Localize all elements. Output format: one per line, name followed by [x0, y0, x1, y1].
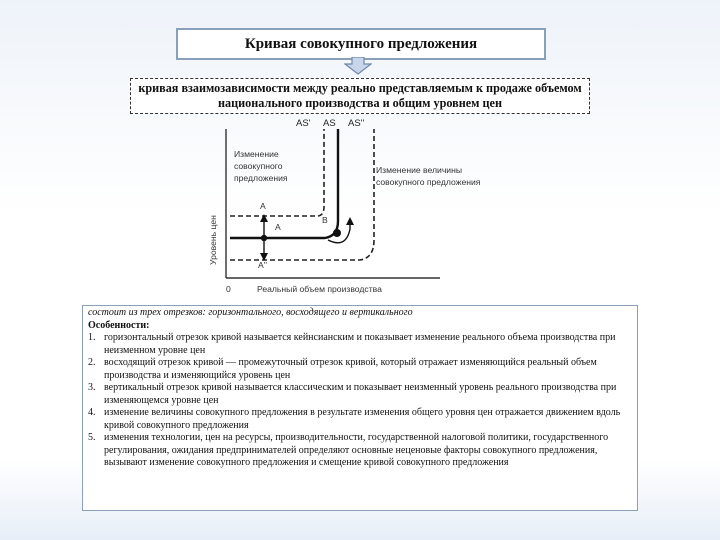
annotation-left-line-2: совокупного [234, 161, 283, 171]
list-item [88, 432, 632, 470]
label-as: AS [323, 118, 336, 129]
point-a [261, 235, 267, 241]
features-list [88, 332, 632, 470]
x-axis-label: Реальный объем производства [257, 284, 382, 294]
list-item-text: изменения технологии, цен на ресурсы, производительности, государственной налоговой политики, государственного регулирования, ожидания предпринимателей определяют основные неценовые факторы совокупного предложения, вызывают изменение совокупного предложения и смещение кривой совокупного предложения [104, 432, 609, 468]
down-arrow-icon [344, 57, 372, 75]
slide-title-text: Кривая совокупного предложения [244, 35, 478, 52]
label-as-prime: AS' [296, 118, 311, 129]
label-a-low: A'' [258, 260, 268, 270]
list-item-number: 4. [88, 407, 96, 418]
movement-arrowhead [346, 217, 354, 225]
y-axis-label: Уровень цен [208, 215, 218, 265]
list-item-text: изменение величины совокупного предложения в результате изменения общего уровня цен отражается движением вдоль кривой совокупного предложения [104, 407, 621, 431]
definition-box [130, 78, 590, 114]
annotation-left-line-3: предложения [234, 173, 288, 183]
list-item-text: горизонтальный отрезок кривой называется кейнсианским и показывает изменение реального объема производства при неизменном уровне цен [104, 332, 616, 356]
annotation-right-line-2: совокупного предложения [376, 177, 481, 187]
list-item [88, 407, 632, 432]
list-item-number: 5. [88, 432, 96, 443]
origin-label: 0 [226, 284, 231, 294]
aggregate-supply-graph [200, 115, 520, 305]
annotation-right-line-1: Изменение величины [376, 165, 463, 175]
list-item-number: 1. [88, 332, 96, 343]
label-a-top: A [260, 201, 266, 211]
features-heading: Особенности: [88, 319, 150, 331]
label-a-mid: A [275, 222, 281, 232]
list-item [88, 382, 632, 407]
slide-title [176, 28, 546, 60]
list-item [88, 357, 632, 382]
annotation-left-line-1: Изменение [234, 149, 279, 159]
definition-text: кривая взаимозависимости между реально представляемым к продаже объемом национального производства и общим уровнем цен [138, 80, 582, 110]
list-item [88, 332, 632, 357]
list-item-number: 3. [88, 382, 96, 393]
list-item-text: вертикальный отрезок кривой называется классическим и показывает неизменный уровень реального производства при изменяющемся уровне цен [104, 382, 617, 406]
list-item-number: 2. [88, 357, 96, 368]
list-item-text: восходящий отрезок кривой — промежуточный отрезок кривой, который отражает изменяющийся реальный объем производства и изменяющийся уровень цен [104, 357, 597, 381]
label-b: B [322, 215, 328, 225]
point-b-dot [333, 229, 341, 237]
features-intro: состоит из трех отрезков: горизонтального, восходящего и вертикального [88, 307, 413, 318]
label-as-double-prime: AS'' [348, 118, 365, 129]
features-box [82, 305, 638, 511]
